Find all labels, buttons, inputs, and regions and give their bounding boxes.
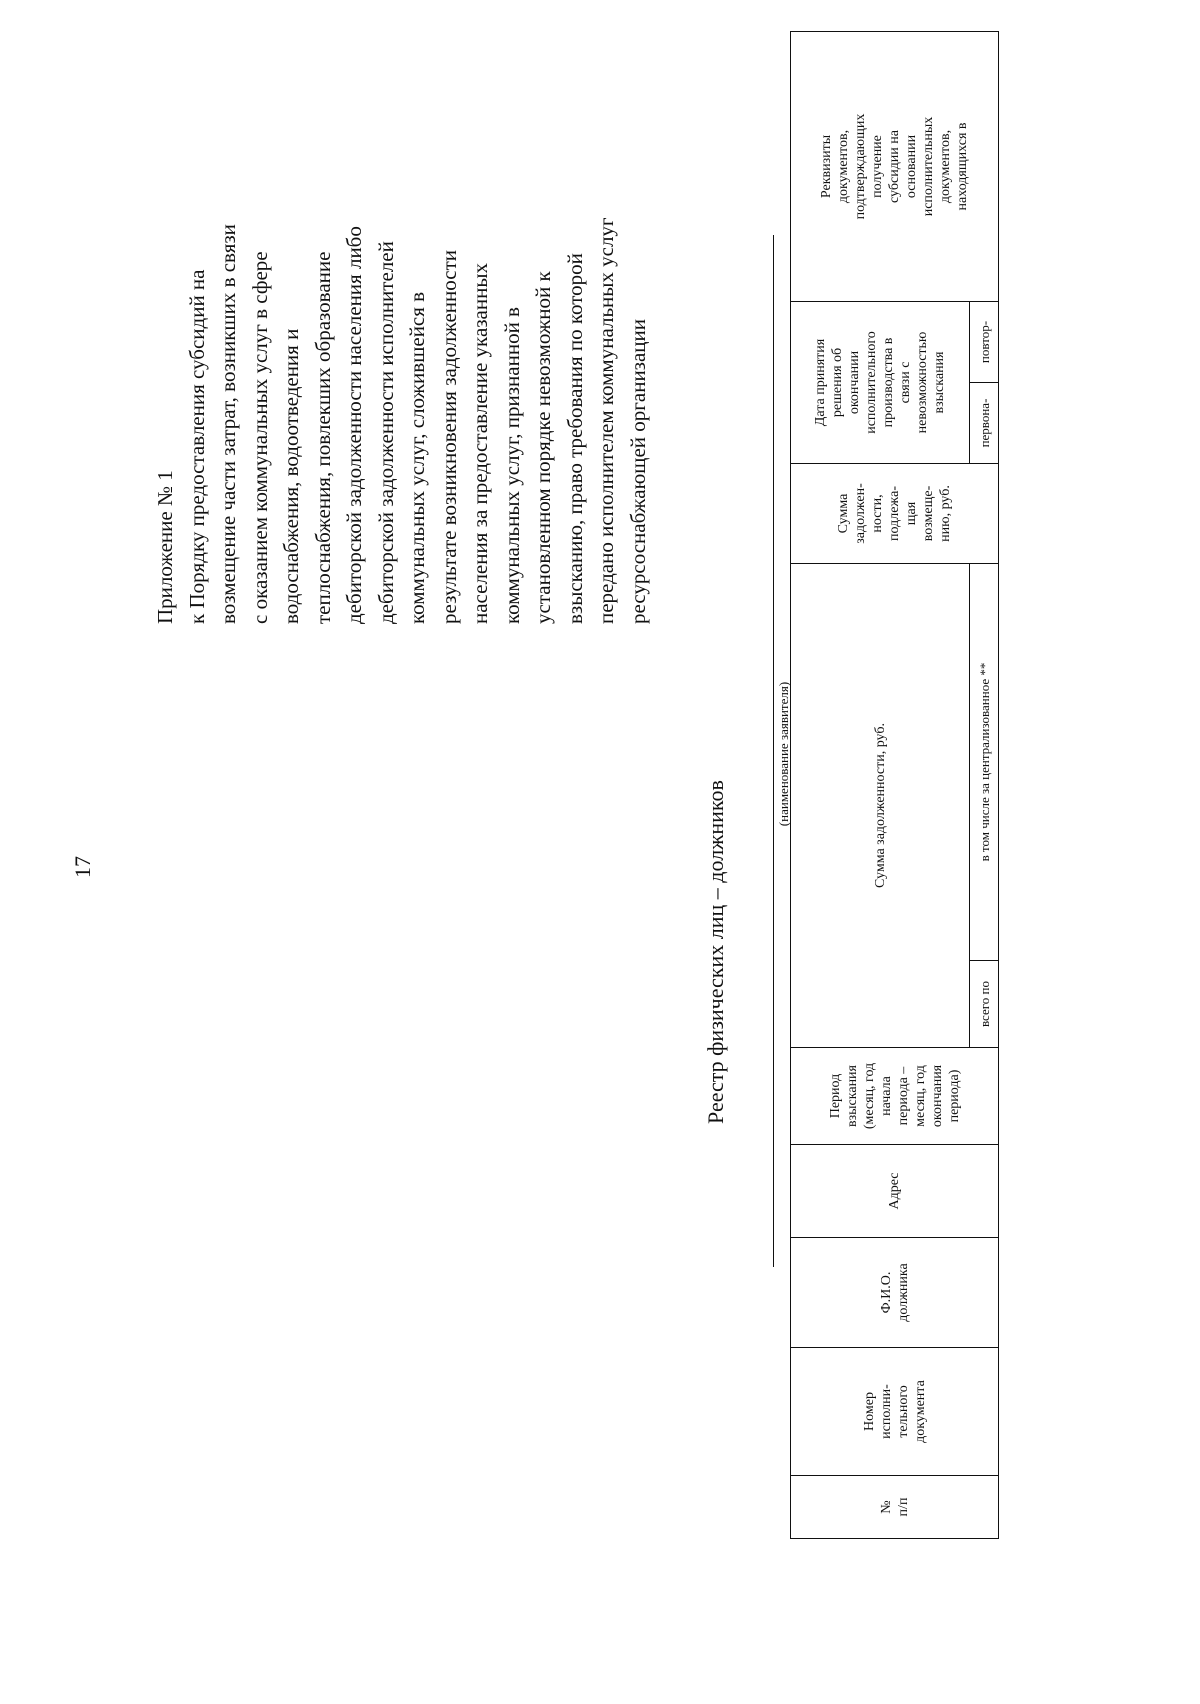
applicant-underline: [773, 235, 774, 1267]
page-number: 17: [70, 856, 95, 878]
header-address: Адрес: [791, 1145, 999, 1238]
appendix-line: взысканию, право требования по которой: [562, 253, 587, 624]
debtor-register-table: [790, 31, 999, 1539]
appendix-line: с оказанием коммунальных услуг в сфере: [247, 251, 272, 624]
header-compensable: Сумма задолжен- ности, подлежа- щая возмеще- нию, руб.: [791, 464, 999, 564]
appendix-line: теплоснабжения, повлекших образование: [310, 251, 335, 624]
appendix-line: к Порядку предоставления субсидий на: [184, 269, 209, 624]
appendix-line: результате возникновения задолженности: [436, 249, 461, 624]
appendix-line: дебиторской задолженности населения либо: [342, 226, 366, 624]
applicant-caption: (наименование заявителя): [776, 681, 791, 827]
header-decision-primary: первона-: [970, 383, 999, 464]
header-details: Реквизиты документов, подтверждающих получение субсидии на основании исполнительных документов, находящихся в: [791, 31, 999, 301]
appendix-line: дебиторской задолженности исполнителей: [373, 241, 398, 624]
appendix-line: возмещение части затрат, возникших в связи: [216, 224, 240, 624]
header-debt-total: всего по: [970, 961, 999, 1048]
appendix-line: коммунальных услуг, признанной в: [499, 307, 524, 624]
header-debt-centralized: в том числе за централизованное **: [970, 564, 999, 961]
appendix-line: водоснабжения, водоотведения и: [279, 328, 303, 624]
header-period: Период взыскания (месяц, год начала периода – месяц, год окончания периода): [791, 1048, 999, 1145]
header-debt-sum: Сумма задолженности, руб.: [791, 564, 970, 1048]
appendix-line: ресурсоснабжающей организации: [625, 318, 650, 624]
header-decision-repeat: повтор-: [970, 301, 999, 382]
register-title: Реестр физических лиц – должников: [703, 780, 728, 1124]
appendix-line: населения за предоставление указанных: [468, 263, 492, 624]
header-fio: Ф.И.О. должника: [791, 1238, 999, 1348]
header-decision-date: Дата принятия решения об окончании исполнительного производства в связи с невозможностью взыскания: [791, 301, 970, 463]
appendix-line: установленном порядке невозможной к: [531, 271, 555, 624]
appendix-line: Приложение № 1: [153, 470, 177, 624]
appendix-line: коммунальных услуг, сложившейся в: [405, 291, 429, 624]
header-num: № п/п: [791, 1476, 999, 1539]
table-header-row: [791, 31, 970, 1538]
appendix-block: [150, 0, 654, 624]
header-doc-number: Номер исполни- тельного документа: [791, 1348, 999, 1476]
appendix-line: передано исполнителем коммунальных услуг: [594, 217, 618, 624]
